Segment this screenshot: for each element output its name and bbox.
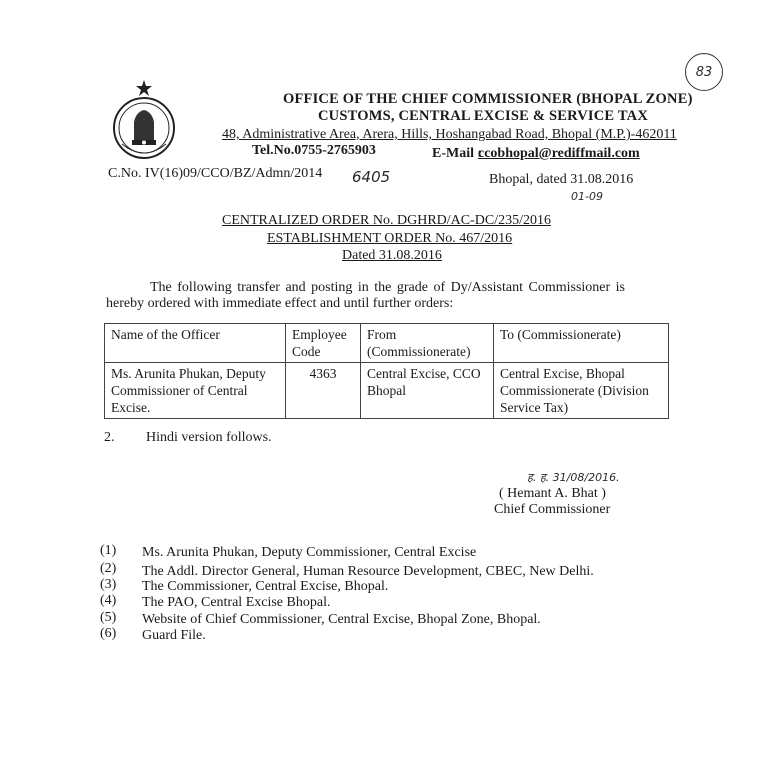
signature-initials: ह. ह. 31/08/2016. bbox=[527, 471, 620, 484]
transfer-table bbox=[104, 323, 669, 419]
office-address: 48, Administrative Area, Arera, Hills, Hoshangabad Road, Bhopal (M.P.)-462011 bbox=[222, 127, 677, 142]
distribution-item: Ms. Arunita Phukan, Deputy Commissioner, Central Excise bbox=[142, 545, 477, 560]
cell-officer-name: Ms. Arunita Phukan, Deputy Commissioner of Central Excise. bbox=[105, 363, 286, 419]
order-date: Bhopal, dated 31.08.2016 bbox=[489, 172, 634, 187]
email-label: E-Mail : bbox=[432, 146, 483, 161]
centralized-order-number: CENTRALIZED ORDER No. DGHRD/AC-DC/235/2016 bbox=[222, 213, 551, 228]
distribution-item: The PAO, Central Excise Bhopal. bbox=[142, 595, 331, 610]
distribution-number: (2) bbox=[100, 561, 117, 576]
paragraph-line-2: hereby ordered with immediate effect and until further orders: bbox=[106, 296, 454, 311]
signatory-title: Chief Commissioner bbox=[494, 502, 611, 517]
table-header-row bbox=[105, 324, 669, 363]
paragraph-line-1: The following transfer and posting in the grade of Dy/Assistant Commissioner is bbox=[150, 280, 625, 295]
distribution-item: Website of Chief Commissioner, Central Excise, Bhopal Zone, Bhopal. bbox=[142, 612, 541, 627]
header-employee-code: Employee Code bbox=[286, 324, 361, 363]
distribution-number: (6) bbox=[100, 626, 117, 641]
point-2-number: 2. bbox=[104, 430, 115, 445]
handwritten-dispatch-number: 6405 bbox=[352, 168, 391, 186]
header-officer-name: Name of the Officer bbox=[105, 324, 286, 363]
distribution-number: (3) bbox=[100, 577, 117, 592]
office-title: OFFICE OF THE CHIEF COMMISSIONER (BHOPAL ZONE) bbox=[283, 91, 693, 107]
ashoka-emblem-icon bbox=[108, 78, 180, 168]
page-number: 83 bbox=[685, 53, 723, 91]
email-address[interactable]: ccobhopal@rediffmail.com bbox=[478, 146, 640, 161]
distribution-item: The Addl. Director General, Human Resource Development, CBEC, New Delhi. bbox=[142, 564, 594, 579]
cell-employee-code: 4363 bbox=[286, 363, 361, 419]
distribution-number: (5) bbox=[100, 610, 117, 625]
distribution-item: Guard File. bbox=[142, 628, 206, 643]
file-number: C.No. IV(16)09/CCO/BZ/Admn/2014 bbox=[108, 166, 323, 181]
table-row bbox=[105, 363, 669, 419]
distribution-item: The Commissioner, Central Excise, Bhopal. bbox=[142, 579, 389, 594]
distribution-number: (4) bbox=[100, 593, 117, 608]
distribution-number: (1) bbox=[100, 543, 117, 558]
establishment-order-number: ESTABLISHMENT ORDER No. 467/2016 bbox=[267, 231, 513, 246]
header-from: From (Commissionerate) bbox=[361, 324, 494, 363]
header-to: To (Commissionerate) bbox=[494, 324, 669, 363]
cell-to: Central Excise, Bhopal Commissionerate (Division Service Tax) bbox=[494, 363, 669, 419]
order-dated: Dated 31.08.2016 bbox=[342, 248, 442, 263]
telephone: Tel.No.0755-2765903 bbox=[252, 143, 376, 158]
cell-from: Central Excise, CCO Bhopal bbox=[361, 363, 494, 419]
point-2-text: Hindi version follows. bbox=[146, 430, 272, 445]
handwritten-date: 01-09 bbox=[571, 190, 603, 203]
signatory-name: ( Hemant A. Bhat ) bbox=[499, 486, 606, 501]
department-title: CUSTOMS, CENTRAL EXCISE & SERVICE TAX bbox=[318, 108, 648, 124]
